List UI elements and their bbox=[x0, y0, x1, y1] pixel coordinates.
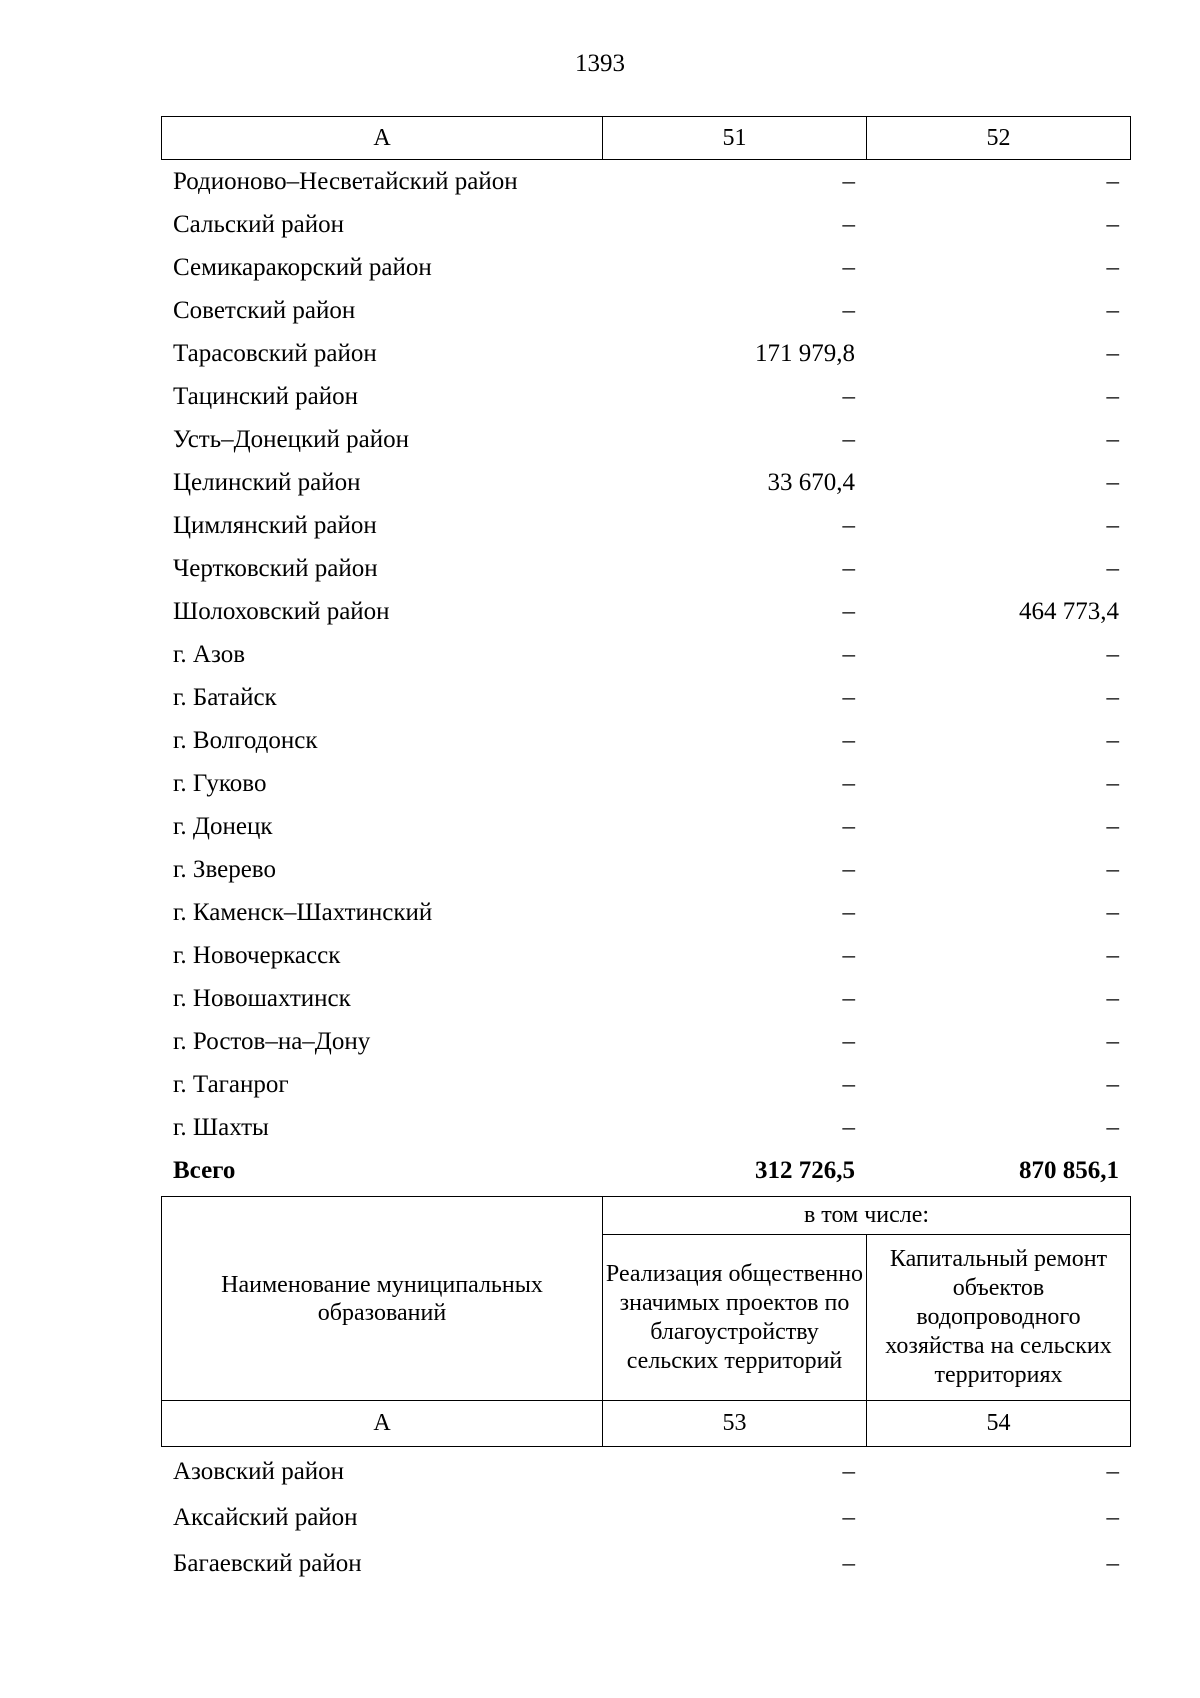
value-cell: – bbox=[842, 167, 855, 195]
municipality-name: г. Волгодонск bbox=[173, 726, 318, 754]
value-cell: – bbox=[1106, 1458, 1119, 1485]
table-row bbox=[161, 590, 1130, 633]
value-cell: – bbox=[842, 253, 855, 281]
value-cell: – bbox=[842, 941, 855, 969]
value-cell: – bbox=[1106, 1113, 1119, 1141]
municipality-name: г. Таганрог bbox=[173, 1070, 289, 1098]
value-cell: – bbox=[842, 1027, 855, 1055]
table-row bbox=[161, 504, 1130, 547]
table-row bbox=[161, 1541, 1130, 1587]
table-row bbox=[161, 332, 1130, 375]
table1-header bbox=[161, 116, 1131, 160]
value-cell: – bbox=[1106, 1504, 1119, 1531]
municipality-name: Шолоховский район bbox=[173, 597, 390, 625]
value-cell: – bbox=[842, 554, 855, 582]
value-cell: – bbox=[1106, 769, 1119, 797]
value-cell: – bbox=[842, 597, 855, 625]
value-cell: – bbox=[842, 1113, 855, 1141]
municipality-name: г. Азов bbox=[173, 640, 246, 668]
value-cell: – bbox=[1106, 511, 1119, 539]
value-cell: – bbox=[1106, 726, 1119, 754]
municipality-name: Тацинский район bbox=[173, 382, 358, 410]
municipality-name: г. Ростов–на–Дону bbox=[173, 1027, 371, 1055]
municipality-name: г. Батайск bbox=[173, 683, 277, 711]
value-cell: – bbox=[842, 296, 855, 324]
value-cell: – bbox=[1106, 554, 1119, 582]
value-cell: – bbox=[842, 683, 855, 711]
total-value: 312 726,5 bbox=[755, 1156, 855, 1184]
table-row bbox=[161, 977, 1130, 1020]
table1-body bbox=[161, 160, 1130, 1192]
value-cell: – bbox=[1106, 1550, 1119, 1577]
municipality-name: Родионово–Несветайский район bbox=[173, 167, 518, 195]
municipality-name: Багаевский район bbox=[173, 1550, 362, 1577]
table2-col1-header: Реализация общественно значимых проектов по благоустройству сельских территорий bbox=[603, 1235, 867, 1401]
table-row bbox=[161, 633, 1130, 676]
value-cell: – bbox=[842, 1504, 855, 1531]
value-cell: – bbox=[842, 1550, 855, 1577]
table-row bbox=[161, 246, 1130, 289]
table2-num-53: 53 bbox=[603, 1401, 867, 1447]
table-row bbox=[161, 1063, 1130, 1106]
page-number: 1393 bbox=[575, 50, 625, 77]
municipality-name: г. Новошахтинск bbox=[173, 984, 351, 1012]
table-row bbox=[161, 418, 1130, 461]
value-cell: – bbox=[842, 726, 855, 754]
value-cell: – bbox=[842, 898, 855, 926]
table-row bbox=[161, 1449, 1130, 1495]
table2-num-54: 54 bbox=[867, 1401, 1131, 1447]
municipality-name: г. Донецк bbox=[173, 812, 273, 840]
value-cell: – bbox=[1106, 898, 1119, 926]
value-cell: – bbox=[842, 210, 855, 238]
total-value: 870 856,1 bbox=[1019, 1156, 1119, 1184]
value-cell: – bbox=[1106, 1027, 1119, 1055]
value-cell: – bbox=[842, 855, 855, 883]
total-label: Всего bbox=[173, 1156, 236, 1184]
table-row bbox=[161, 461, 1130, 504]
value-cell: – bbox=[1106, 210, 1119, 238]
municipality-name: Цимлянский район bbox=[173, 511, 377, 539]
value-cell: – bbox=[842, 1070, 855, 1098]
table2-num-a: А bbox=[162, 1401, 603, 1447]
municipality-name: Чертковский район bbox=[173, 554, 378, 582]
table-row bbox=[161, 375, 1130, 418]
table-row bbox=[161, 848, 1130, 891]
municipality-name: г. Гуково bbox=[173, 769, 267, 797]
value-cell: – bbox=[842, 640, 855, 668]
value-cell: – bbox=[1106, 253, 1119, 281]
value-cell: – bbox=[1106, 339, 1119, 367]
value-cell: – bbox=[842, 769, 855, 797]
value-cell: – bbox=[842, 425, 855, 453]
table-row bbox=[161, 891, 1130, 934]
value-cell: 464 773,4 bbox=[1019, 597, 1119, 625]
municipality-name: г. Зверево bbox=[173, 855, 276, 883]
table2-header bbox=[161, 1196, 1131, 1447]
value-cell: – bbox=[1106, 468, 1119, 496]
municipality-name: г. Шахты bbox=[173, 1113, 269, 1141]
table-row bbox=[161, 719, 1130, 762]
table-row bbox=[161, 1020, 1130, 1063]
table-row bbox=[161, 762, 1130, 805]
municipality-name: Тарасовский район bbox=[173, 339, 377, 367]
table-row bbox=[161, 289, 1130, 332]
table-row bbox=[161, 934, 1130, 977]
table2-name-header: Наименование муниципальных образований bbox=[162, 1197, 603, 1401]
municipality-name: Азовский район bbox=[173, 1458, 345, 1485]
value-cell: 171 979,8 bbox=[755, 339, 855, 367]
table1-header-col-52: 52 bbox=[867, 117, 1131, 160]
value-cell: – bbox=[1106, 1070, 1119, 1098]
table1-header-col-51: 51 bbox=[603, 117, 867, 160]
value-cell: – bbox=[842, 812, 855, 840]
table-row bbox=[161, 547, 1130, 590]
value-cell: – bbox=[1106, 941, 1119, 969]
value-cell: – bbox=[1106, 683, 1119, 711]
table-row bbox=[161, 805, 1130, 848]
municipality-name: г. Каменск–Шахтинский bbox=[173, 898, 433, 926]
value-cell: – bbox=[842, 984, 855, 1012]
table2-group-header: в том числе: bbox=[603, 1197, 1131, 1235]
municipality-name: Целинский район bbox=[173, 468, 361, 496]
value-cell: – bbox=[1106, 855, 1119, 883]
municipality-name: Аксайский район bbox=[173, 1504, 358, 1531]
table1-header-col-a: А bbox=[162, 117, 603, 160]
municipality-name: Семикаракорский район bbox=[173, 253, 432, 281]
table2-col2-header: Капитальный ремонт объектов водопроводного хозяйства на сельских территориях bbox=[867, 1235, 1131, 1401]
value-cell: – bbox=[1106, 984, 1119, 1012]
municipality-name: Усть–Донецкий район bbox=[173, 425, 410, 453]
value-cell: – bbox=[842, 1458, 855, 1485]
table-row bbox=[161, 160, 1130, 203]
municipality-name: Советский район bbox=[173, 296, 356, 324]
table-row bbox=[161, 1106, 1130, 1149]
value-cell: – bbox=[1106, 425, 1119, 453]
value-cell: 33 670,4 bbox=[767, 468, 855, 496]
value-cell: – bbox=[842, 382, 855, 410]
value-cell: – bbox=[1106, 167, 1119, 195]
table-row bbox=[161, 203, 1130, 246]
table2-body bbox=[161, 1449, 1130, 1587]
municipality-name: Сальский район bbox=[173, 210, 344, 238]
table-row bbox=[161, 1495, 1130, 1541]
value-cell: – bbox=[1106, 382, 1119, 410]
total-row bbox=[161, 1149, 1130, 1192]
table-row bbox=[161, 676, 1130, 719]
municipality-name: г. Новочеркасск bbox=[173, 941, 341, 969]
value-cell: – bbox=[842, 511, 855, 539]
value-cell: – bbox=[1106, 640, 1119, 668]
value-cell: – bbox=[1106, 296, 1119, 324]
value-cell: – bbox=[1106, 812, 1119, 840]
document-body bbox=[161, 116, 1130, 1587]
